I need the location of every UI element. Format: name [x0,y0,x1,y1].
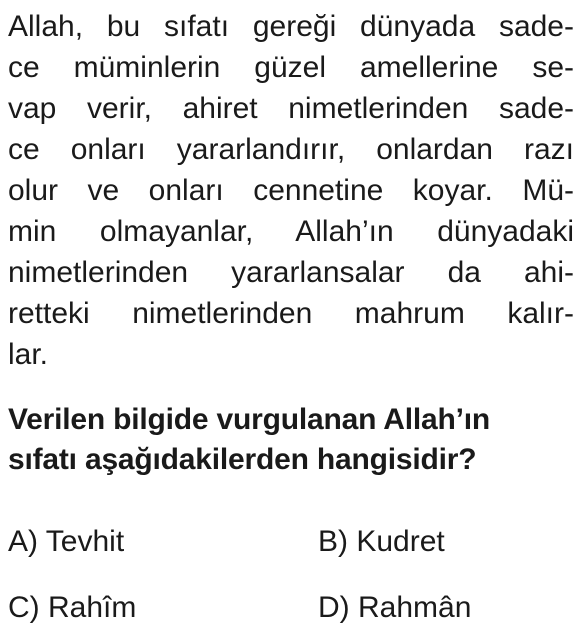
option-b[interactable]: B) Kudret [318,525,445,558]
option-c[interactable]: C) Rahîm [8,591,137,624]
passage-line: nimetlerinden yararlansalar da ahi- [8,256,574,289]
passage-line: min olmayanlar, Allah’ın dünyadaki [8,215,574,248]
passage-line: retteki nimetlerinden mahrum kalır- [8,297,574,330]
passage-line: ce onları yararlandırır, onlardan razı [8,133,574,166]
passage-line: ce müminlerin güzel amellerine se- [8,51,574,84]
passage-line: vap verir, ahiret nimetlerinden sade- [8,92,574,125]
question-line: Verilen bilgide vurgulanan Allah’ın [8,403,490,436]
option-d[interactable]: D) Rahmân [318,591,472,624]
passage-line: Allah, bu sıfatı gereği dünyada sade- [8,10,574,43]
passage-line: lar. [8,338,49,371]
question-prompt [8,400,574,480]
passage-line: olur ve onları cennetine koyar. Mü- [8,174,574,207]
option-a[interactable]: A) Tevhit [8,525,125,558]
passage-text [8,6,574,375]
question-line: sıfatı aşağıdakilerden hangisidir? [8,443,477,476]
